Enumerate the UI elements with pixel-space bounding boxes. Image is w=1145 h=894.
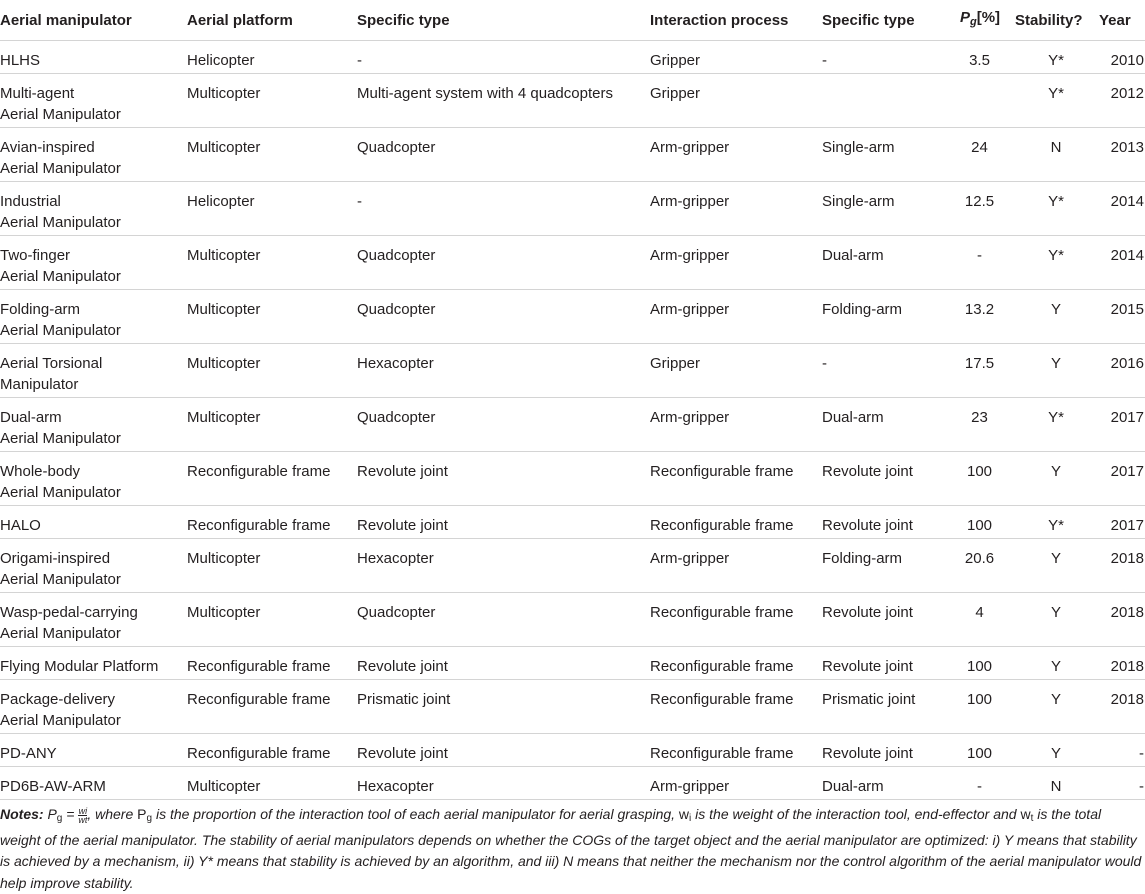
table-row	[0, 236, 1145, 290]
name-line: Dual-arm	[0, 409, 62, 426]
platform-type-cell: Prismatic joint	[356, 680, 649, 734]
interaction-type-cell: Single-arm	[821, 128, 945, 182]
table-row	[0, 506, 1145, 539]
pg-cell: 12.5	[945, 182, 1014, 236]
stability-cell: Y*	[1014, 398, 1098, 452]
table-row	[0, 452, 1145, 506]
interaction-cell: Arm-gripper	[649, 128, 821, 182]
name-line: Industrial	[0, 193, 61, 210]
interaction-cell: Reconfigurable frame	[649, 506, 821, 539]
interaction-cell: Gripper	[649, 41, 821, 74]
header-pg-sub: g	[969, 16, 977, 28]
year-cell: 2018	[1098, 647, 1145, 680]
name-cell	[0, 398, 186, 452]
name-cell	[0, 290, 186, 344]
interaction-cell: Reconfigurable frame	[649, 647, 821, 680]
name-cell	[0, 74, 186, 128]
platform-type-cell: Revolute joint	[356, 647, 649, 680]
stability-cell: Y	[1014, 593, 1098, 647]
interaction-cell: Arm-gripper	[649, 182, 821, 236]
interaction-cell: Arm-gripper	[649, 398, 821, 452]
platform-type-cell: Quadcopter	[356, 398, 649, 452]
platform-type-cell: Quadcopter	[356, 236, 649, 290]
name-cell	[0, 41, 186, 74]
platform-type-cell: Revolute joint	[356, 452, 649, 506]
name-line: Aerial Manipulator	[0, 625, 121, 642]
pg-cell: 100	[945, 506, 1014, 539]
platform-type-cell: Quadcopter	[356, 593, 649, 647]
table-row	[0, 593, 1145, 647]
name-cell	[0, 344, 186, 398]
name-line: Aerial Manipulator	[0, 484, 121, 501]
platform-cell: Multicopter	[186, 539, 356, 593]
name-cell	[0, 734, 186, 767]
name-line: PD6B-AW-ARM	[0, 778, 106, 795]
name-line: Aerial Manipulator	[0, 214, 121, 231]
table-row	[0, 680, 1145, 734]
name-line: Manipulator	[0, 376, 79, 393]
pg-cell: 23	[945, 398, 1014, 452]
interaction-type-cell: Prismatic joint	[821, 680, 945, 734]
pg-cell: 100	[945, 647, 1014, 680]
pg-cell	[945, 74, 1014, 128]
year-cell: 2018	[1098, 539, 1145, 593]
year-cell: 2014	[1098, 236, 1145, 290]
pg-cell: 3.5	[945, 41, 1014, 74]
interaction-type-cell: Dual-arm	[821, 767, 945, 800]
table-row	[0, 290, 1145, 344]
interaction-type-cell: Dual-arm	[821, 236, 945, 290]
platform-cell: Reconfigurable frame	[186, 647, 356, 680]
table-row	[0, 539, 1145, 593]
name-line: PD-ANY	[0, 745, 57, 762]
platform-type-cell: -	[356, 182, 649, 236]
interaction-cell: Arm-gripper	[649, 539, 821, 593]
platform-cell: Multicopter	[186, 344, 356, 398]
pg-cell: 20.6	[945, 539, 1014, 593]
interaction-type-cell: Dual-arm	[821, 398, 945, 452]
table-row	[0, 182, 1145, 236]
pg-cell: -	[945, 236, 1014, 290]
name-line: Multi-agent	[0, 85, 75, 102]
platform-type-cell: Revolute joint	[356, 506, 649, 539]
interaction-cell: Arm-gripper	[649, 290, 821, 344]
stability-cell: Y	[1014, 290, 1098, 344]
table-row	[0, 344, 1145, 398]
stability-cell: Y	[1014, 734, 1098, 767]
year-cell: 2017	[1098, 398, 1145, 452]
stability-cell: Y*	[1014, 74, 1098, 128]
platform-type-cell: Quadcopter	[356, 290, 649, 344]
year-cell: 2014	[1098, 182, 1145, 236]
interaction-type-cell: Folding-arm	[821, 539, 945, 593]
year-cell: -	[1098, 734, 1145, 767]
header-platform-type: Specific type	[356, 0, 649, 41]
interaction-type-cell: Single-arm	[821, 182, 945, 236]
name-line: Aerial Manipulator	[0, 106, 121, 123]
name-line: HALO	[0, 517, 41, 534]
pg-cell: 4	[945, 593, 1014, 647]
interaction-cell: Reconfigurable frame	[649, 680, 821, 734]
name-cell	[0, 680, 186, 734]
platform-cell: Reconfigurable frame	[186, 734, 356, 767]
name-line: HLHS	[0, 52, 41, 69]
name-cell	[0, 593, 186, 647]
stability-cell: N	[1014, 128, 1098, 182]
stability-cell: N	[1014, 767, 1098, 800]
stability-cell: Y*	[1014, 182, 1098, 236]
platform-cell: Reconfigurable frame	[186, 452, 356, 506]
stability-cell: Y	[1014, 452, 1098, 506]
interaction-cell: Reconfigurable frame	[649, 452, 821, 506]
platform-cell: Multicopter	[186, 74, 356, 128]
year-cell: 2015	[1098, 290, 1145, 344]
platform-cell: Multicopter	[186, 290, 356, 344]
pg-cell: 13.2	[945, 290, 1014, 344]
name-line: Folding-arm	[0, 301, 81, 318]
pg-fraction: $\frac{wi}{wt}$	[78, 806, 88, 825]
pg-cell: -	[945, 767, 1014, 800]
header-interaction: Interaction process	[649, 0, 821, 41]
stability-cell: Y	[1014, 539, 1098, 593]
pg-cell: 100	[945, 734, 1014, 767]
name-line: Avian-inspired	[0, 139, 95, 156]
year-cell: -	[1098, 767, 1145, 800]
platform-cell: Helicopter	[186, 182, 356, 236]
header-pg-unit: [%]	[976, 9, 1001, 26]
year-cell: 2013	[1098, 128, 1145, 182]
name-line: Aerial Manipulator	[0, 322, 121, 339]
interaction-type-cell: Folding-arm	[821, 290, 945, 344]
name-cell	[0, 128, 186, 182]
platform-type-cell: Quadcopter	[356, 128, 649, 182]
interaction-cell: Reconfigurable frame	[649, 734, 821, 767]
platform-cell: Multicopter	[186, 593, 356, 647]
table-row	[0, 767, 1145, 800]
header-manipulator: Aerial manipulator	[0, 0, 186, 41]
year-cell: 2012	[1098, 74, 1145, 128]
pg-cell: 17.5	[945, 344, 1014, 398]
interaction-type-cell: Revolute joint	[821, 452, 945, 506]
name-line: Aerial Manipulator	[0, 571, 121, 588]
name-line: Aerial Torsional	[0, 355, 103, 372]
table-notes: Notes: Pg = $\frac{wi}{wt}$ , where Pg is the proportion of the interaction tool of each aerial manipulator for aerial grasping, wi is the weight of the interaction tool, end-effector and wt is the total weight of the aerial manipulator. The stability of aerial manipulators depends on whether the COGs of the target object and the aerial manipulator are optimized: i) Y means that stability is achieved by a mechanism, ii) Y* means that stability is achieved by an algorithm, and iii) N means that neither the mechanism nor the control algorithm of the aerial manipulator would help improve stability.	[0, 806, 1142, 891]
interaction-cell: Gripper	[649, 344, 821, 398]
platform-type-cell: Hexacopter	[356, 767, 649, 800]
name-line: Two-finger	[0, 247, 71, 264]
name-line: Aerial Manipulator	[0, 268, 121, 285]
platform-type-cell: Hexacopter	[356, 539, 649, 593]
platform-cell: Multicopter	[186, 398, 356, 452]
name-cell	[0, 182, 186, 236]
name-line: Origami-inspired	[0, 550, 111, 567]
interaction-type-cell	[821, 74, 945, 128]
platform-type-cell: Revolute joint	[356, 734, 649, 767]
interaction-type-cell: Revolute joint	[821, 647, 945, 680]
header-year: Year	[1098, 0, 1145, 41]
platform-cell: Reconfigurable frame	[186, 506, 356, 539]
year-cell: 2010	[1098, 41, 1145, 74]
interaction-type-cell: Revolute joint	[821, 506, 945, 539]
table-row	[0, 734, 1145, 767]
table-row	[0, 128, 1145, 182]
name-cell	[0, 452, 186, 506]
name-line: Whole-body	[0, 463, 81, 480]
name-cell	[0, 647, 186, 680]
year-cell: 2017	[1098, 452, 1145, 506]
year-cell: 2017	[1098, 506, 1145, 539]
interaction-type-cell: -	[821, 344, 945, 398]
name-line: Flying Modular Platform	[0, 658, 159, 675]
stability-cell: Y*	[1014, 506, 1098, 539]
interaction-cell: Reconfigurable frame	[649, 593, 821, 647]
name-cell	[0, 236, 186, 290]
platform-type-cell: -	[356, 41, 649, 74]
name-cell	[0, 506, 186, 539]
stability-cell: Y*	[1014, 236, 1098, 290]
year-cell: 2016	[1098, 344, 1145, 398]
platform-cell: Multicopter	[186, 236, 356, 290]
header-pg	[945, 0, 1014, 41]
year-cell: 2018	[1098, 593, 1145, 647]
platform-cell: Reconfigurable frame	[186, 680, 356, 734]
table-row	[0, 74, 1145, 128]
name-line: Wasp-pedal-carrying	[0, 604, 138, 621]
pg-cell: 100	[945, 452, 1014, 506]
interaction-cell: Gripper	[649, 74, 821, 128]
header-row	[0, 0, 1145, 41]
stability-cell: Y	[1014, 680, 1098, 734]
platform-cell: Multicopter	[186, 767, 356, 800]
header-stability: Stability?	[1014, 0, 1098, 41]
stability-cell: Y	[1014, 344, 1098, 398]
pg-cell: 24	[945, 128, 1014, 182]
table-row	[0, 647, 1145, 680]
stability-cell: Y	[1014, 647, 1098, 680]
platform-cell: Helicopter	[186, 41, 356, 74]
header-interaction-type: Specific type	[821, 0, 945, 41]
interaction-type-cell: Revolute joint	[821, 734, 945, 767]
pg-formula: Pg = $\frac{wi}{wt}$ ,	[47, 806, 92, 825]
name-line: Package-delivery	[0, 691, 116, 708]
name-cell	[0, 539, 186, 593]
platform-type-cell: Hexacopter	[356, 344, 649, 398]
name-cell	[0, 767, 186, 800]
header-pg-main: P	[959, 9, 970, 26]
interaction-cell: Arm-gripper	[649, 236, 821, 290]
pg-cell: 100	[945, 680, 1014, 734]
platform-type-cell: Multi-agent system with 4 quadcopters	[356, 74, 649, 128]
name-line: Aerial Manipulator	[0, 712, 121, 729]
interaction-type-cell: Revolute joint	[821, 593, 945, 647]
notes-label: Notes:	[0, 806, 44, 822]
year-cell: 2018	[1098, 680, 1145, 734]
header-platform: Aerial platform	[186, 0, 356, 41]
interaction-cell: Arm-gripper	[649, 767, 821, 800]
table-row	[0, 41, 1145, 74]
interaction-type-cell: -	[821, 41, 945, 74]
name-line: Aerial Manipulator	[0, 430, 121, 447]
table-row	[0, 398, 1145, 452]
name-line: Aerial Manipulator	[0, 160, 121, 177]
stability-cell: Y*	[1014, 41, 1098, 74]
platform-cell: Multicopter	[186, 128, 356, 182]
